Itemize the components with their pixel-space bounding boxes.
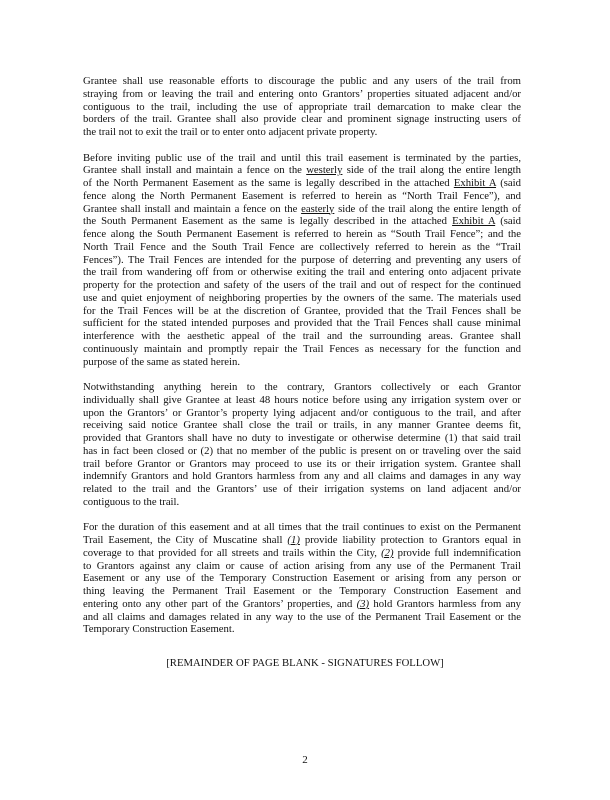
text-segment: Fences”). The Trail Fences are intended for the purpose of deterring and preventing any users of xyxy=(83,253,521,266)
underlined-text: Exhibit A xyxy=(452,215,496,228)
text-line xyxy=(83,445,521,458)
text-segment: individually shall give Grantee at least 48 hours notice before using any irrigation system over or xyxy=(83,393,521,406)
text-segment: fence along the South Permanent Easement is referred to herein as “South Trail Fence”; and the xyxy=(83,228,521,240)
text-line xyxy=(83,356,521,369)
text-segment: North Trail Fence and the South Trail Fence are collectively referred to herein as the “Trail xyxy=(83,240,521,253)
text-segment: side of the trail along the entire length of xyxy=(334,202,521,215)
text-line xyxy=(83,317,521,330)
text-segment: contiguous to the trail. xyxy=(83,495,180,508)
text-line xyxy=(83,254,521,267)
text-segment: hold Grantors harmless from any xyxy=(369,597,522,610)
text-line xyxy=(83,177,521,190)
text-segment: fence along the North Permanent Easement is referred to herein as “North Trail Fence”), and xyxy=(83,189,521,202)
text-segment: Trail Easement, the City of Muscatine shall xyxy=(83,534,288,546)
text-segment: provided that Grantors shall have no duty to investigate or otherwise determine (1) that said trail xyxy=(83,432,521,444)
text-line xyxy=(83,113,521,126)
document-body xyxy=(83,75,521,649)
text-line xyxy=(83,279,521,292)
text-segment: related to the trail and the Grantors’ use of their irrigation systems on land adjacent and/or xyxy=(83,483,521,495)
text-line xyxy=(83,215,521,228)
text-line xyxy=(83,572,521,585)
text-segment: indemnify Grantors and hold Grantors harmless from any and all claims and damages in any way xyxy=(83,470,521,483)
underlined-text: (3) xyxy=(356,597,370,610)
text-line xyxy=(83,534,521,547)
text-segment: for the Trail Fences will be at the discretion of Grantee, provided that the Trail Fences shall be xyxy=(83,304,521,317)
text-line xyxy=(83,407,521,420)
text-segment: purpose of the same as stated herein. xyxy=(83,355,240,368)
text-line xyxy=(83,496,521,509)
text-segment: Notwithstanding anything herein to the contrary, Grantors collectively or each Grantor xyxy=(83,381,521,393)
text-segment: to Grantors against any claim or cause of action arising from any use of the Permanent Trail xyxy=(83,559,521,572)
text-segment: borders of the trail. Grantee shall also provide clear and prominent signage instructing users of xyxy=(83,113,521,126)
text-line xyxy=(83,547,521,560)
text-line xyxy=(83,228,521,241)
text-segment: has in fact been closed or (2) that no member of the public is present on or traveling over the said xyxy=(83,444,521,457)
text-line xyxy=(83,266,521,279)
text-line xyxy=(83,75,521,88)
text-segment: straying from or leaving the trail and entering onto Grantors’ properties situated adjacent and/or xyxy=(83,87,521,100)
text-segment: Before inviting public use of the trail and until this trail easement is terminated by the parties, xyxy=(83,151,521,164)
text-segment: Grantee shall install and maintain a fence on the xyxy=(83,202,302,215)
text-line xyxy=(83,560,521,573)
text-line xyxy=(83,470,521,483)
text-segment: side of the trail along the entire length xyxy=(342,164,521,177)
text-line xyxy=(83,585,521,598)
text-segment: (said xyxy=(496,177,521,189)
underlined-text: Exhibit A xyxy=(453,177,497,189)
text-line xyxy=(83,101,521,114)
paragraph xyxy=(83,521,521,636)
text-segment: Grantee shall install and maintain a fence on the xyxy=(83,164,307,177)
text-segment: use and quiet enjoyment of neighboring properties by the owners of the same. The materials used xyxy=(83,291,521,304)
text-line xyxy=(83,458,521,471)
text-line xyxy=(83,483,521,496)
text-line xyxy=(83,394,521,407)
text-line xyxy=(83,292,521,305)
text-segment: receiving said notice Grantee shall close the trail or trails, in any manner Grantee deems fit, xyxy=(83,419,521,432)
text-segment: coverage to that provided for all streets and trails within the City, xyxy=(83,546,382,559)
page-number: 2 xyxy=(302,754,308,766)
underlined-text: easterly xyxy=(301,202,335,215)
text-segment: the South Permanent Easement as the same is legally described in the attached xyxy=(83,215,453,228)
text-line xyxy=(83,190,521,203)
text-line xyxy=(83,623,521,636)
paragraph xyxy=(83,75,521,139)
underlined-text: westerly xyxy=(306,164,343,177)
text-line xyxy=(83,343,521,356)
text-line xyxy=(83,419,521,432)
remainder-blank-note: [REMAINDER OF PAGE BLANK - SIGNATURES FOLLOW] xyxy=(166,657,444,669)
text-segment: property for the protection and safety of the users of the trail and out of respect for the continued xyxy=(83,279,521,291)
text-line xyxy=(83,611,521,624)
text-line xyxy=(83,164,521,177)
text-line xyxy=(83,305,521,318)
text-line xyxy=(83,432,521,445)
text-line xyxy=(83,381,521,394)
text-segment: For the duration of this easement and at all times that the trail continues to exist on the Permanent xyxy=(83,521,521,534)
text-line xyxy=(83,152,521,165)
underlined-text: (1) xyxy=(287,534,300,546)
text-segment: entering onto any other part of the Grantors’ properties, and xyxy=(83,597,357,610)
text-segment: and all claims and damages related in any way to the use of the Permanent Trail Easement or the xyxy=(83,610,521,623)
text-segment: upon the Grantors’ or Grantor’s property lying adjacent and/or contiguous to the trail, and after xyxy=(83,406,521,419)
text-segment: provide full indemnification xyxy=(393,546,521,559)
text-segment: (said xyxy=(495,215,521,228)
text-line xyxy=(83,330,521,343)
text-segment: Temporary Construction Easement. xyxy=(83,623,235,636)
text-line xyxy=(83,521,521,534)
text-line xyxy=(83,598,521,611)
text-line xyxy=(83,88,521,101)
text-segment: trail before Grantor or Grantors may proceed to use its or their irrigation system. Grantee shall xyxy=(83,457,521,470)
text-line xyxy=(83,203,521,216)
text-segment: the trail from wandering off from or otherwise exiting the trail and entering onto adjacent private xyxy=(83,266,521,279)
text-segment: continuously maintain and promptly repair the Trail Fences as necessary for the function and xyxy=(83,342,521,355)
text-segment: thing leaving the Permanent Trail Easement or the Temporary Construction Easement and xyxy=(83,585,521,597)
text-segment: the trail not to exit the trail or to enter onto adjacent private property. xyxy=(83,126,378,138)
text-segment: interference with the aesthetic appeal of the trail and the surrounding areas. Grantee shall xyxy=(83,330,521,342)
underlined-text: (2) xyxy=(381,546,394,559)
text-segment: contiguous to the trail, including the use of appropriate trail demarcation to make clear the xyxy=(83,100,521,113)
text-segment: of the North Permanent Easement as the same is legally described in the attached xyxy=(83,177,454,189)
paragraph xyxy=(83,381,521,509)
text-segment: sufficient for the stated intended purposes and provided that the Trail Fences shall cause minimal xyxy=(83,317,521,330)
text-segment: provide liability protection to Grantors equal in xyxy=(299,534,522,546)
text-line xyxy=(83,241,521,254)
paragraph xyxy=(83,152,521,369)
text-segment: Grantee shall use reasonable efforts to discourage the public and any users of the trail from xyxy=(83,75,521,87)
text-line xyxy=(83,126,521,139)
text-segment: Easement or any use of the Temporary Construction Easement or arising from any person or xyxy=(83,572,521,585)
